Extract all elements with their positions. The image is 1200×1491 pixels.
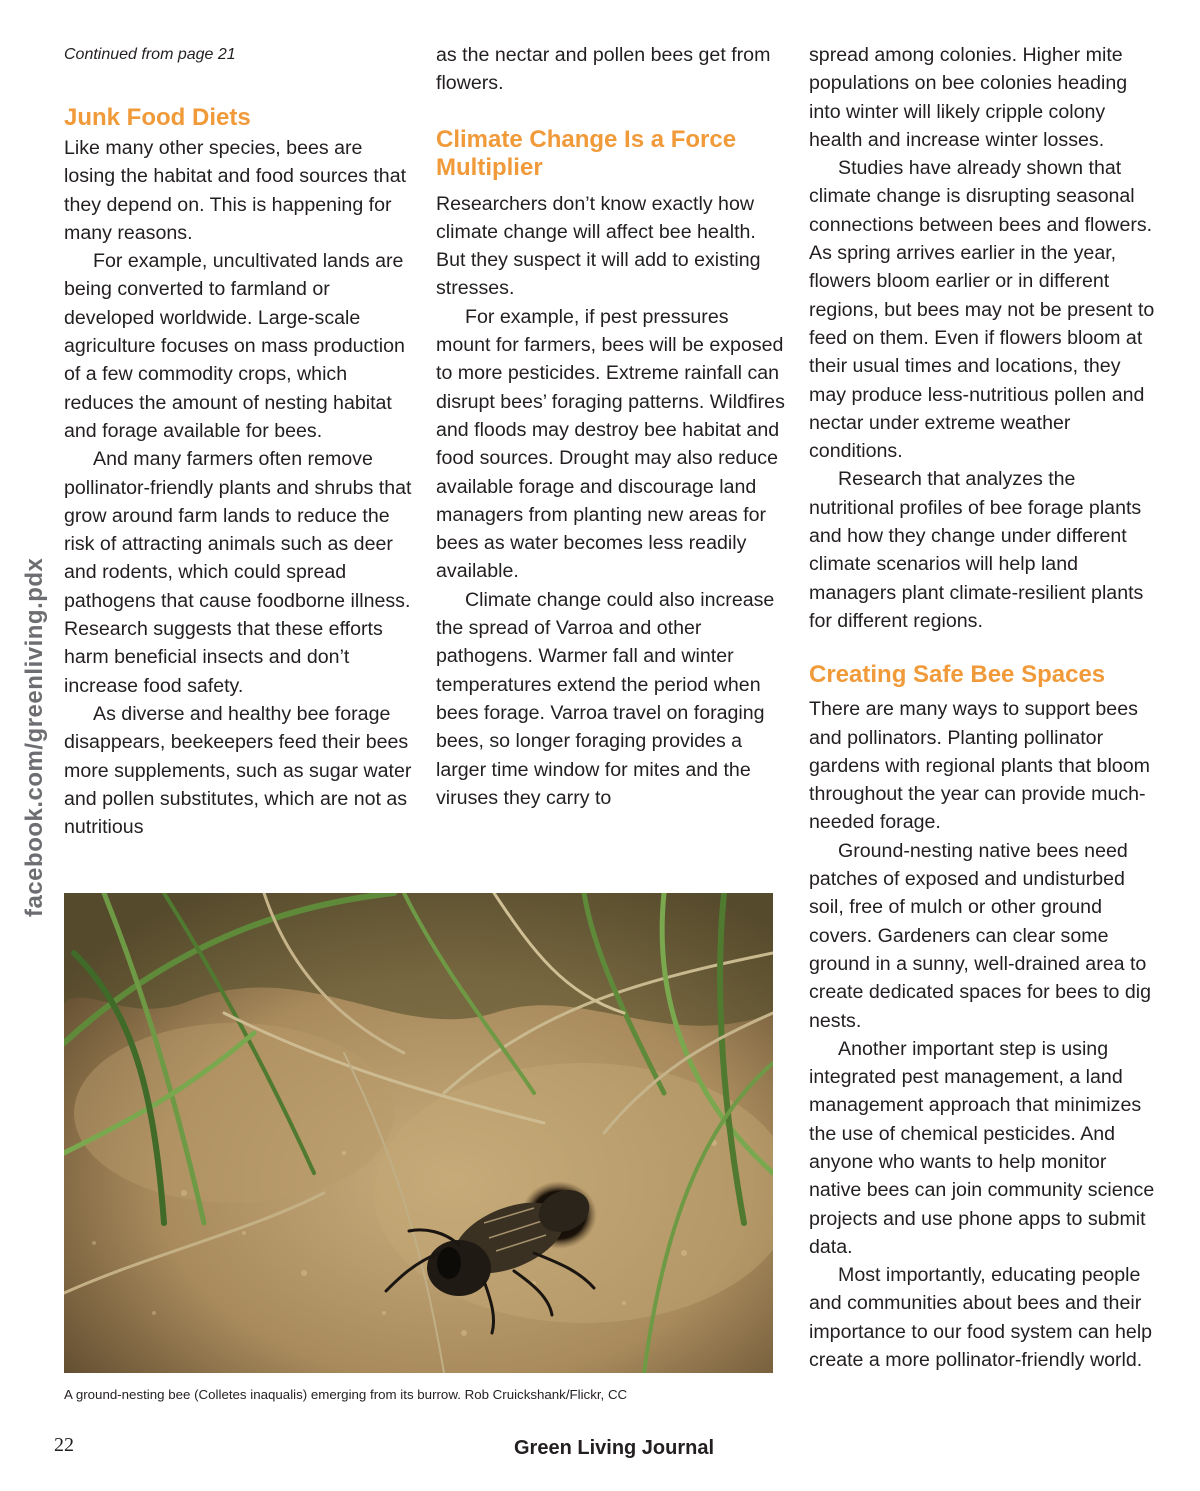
paragraph: Studies have already shown that climate change is disrupting seasonal connections between bees and flowers. As spring arrives earlier in the year, flowers bloom earlier or in different regions, but bees may not be present to feed on them. Even if flowers bloom at their usual times and locations, they may produce less-nutritious pollen and nectar under extreme weather conditions. [809,157,1155,463]
paragraph: And many farmers often remove pollinator-friendly plants and shrubs that grow around farm lands to reduce the risk of attracting animals such as deer and rodents, which could spread pathogens that cause foodborne illness. Research suggests that these efforts harm beneficial insects and don’t increase food safety. [64,448,412,697]
paragraph: Researchers don’t know exactly how climate change will affect bee health. But they suspect it will add to existing stresses. [436,192,761,300]
column-1 [64,41,414,841]
photo-caption: A ground-nesting bee (Colletes inaqualis) emerging from its burrow. Rob Cruickshank/Flickr, CC [64,1387,628,1402]
journal-name: Green Living Journal [514,1437,715,1459]
side-label: facebook.com/greenliving.pdx [21,557,48,917]
column-2 [436,41,786,812]
paragraph: Research that analyzes the nutritional profiles of bee forage plants and how they change under different climate scenarios will help land managers plant climate-resilient plants for different regions. [809,468,1144,632]
column-3 [809,41,1161,1374]
bee-photo-illustration [64,893,773,1373]
heading-climate-change: Climate Change Is a Force Multiplier [436,125,737,181]
page-number: 22 [54,1434,74,1456]
heading-safe-bee-spaces: Creating Safe Bee Spaces [809,661,1106,689]
paragraph: as the nectar and pollen bees get from flowers. [436,44,771,95]
paragraph: Another important step is using integrated pest management, a land management approach that minimizes the use of chemical pesticides. And anyone who wants to help monitor native bees can join community science projects and use phone apps to submit data. [809,1037,1155,1258]
paragraph: spread among colonies. Higher mite populations on bee colonies heading into winter will likely cripple colony health and increase winter losses. [809,44,1128,151]
bee-photo [64,893,773,1373]
paragraph: For example, uncultivated lands are being converted to farmland or developed worldwide. Large-scale agriculture focuses on mass production of a few commodity crops, which reduces the amount of nesting habitat and forage available for bees. [64,250,405,442]
continued-note: Continued from page 21 [64,46,236,63]
paragraph: Climate change could also increase the spread of Varroa and other pathogens. Warmer fall and winter temperatures extend the period when bees forage. Varroa travel on foraging bees, so longer foraging provides a larger time window for mites and the viruses they carry to [436,588,775,809]
paragraph: There are many ways to support bees and pollinators. Planting pollinator gardens with regional plants that bloom throughout the year can provide much-needed forage. [809,698,1150,834]
paragraph: Ground-nesting native bees need patches of exposed and undisturbed soil, free of mulch or other ground covers. Gardeners can clear some ground in a sunny, well-drained area to create dedicated spaces for bees to dig nests. [809,839,1152,1032]
paragraph: For example, if pest pressures mount for farmers, bees will be exposed to more pesticides. Extreme rainfall can disrupt bees’ foraging patterns. Wildfires and floods may destroy bee habitat and food sources. Drought may also reduce available forage and discourage land managers from planting new areas for bees as water becomes less readily available. [436,305,785,583]
heading-junk-food-diets: Junk Food Diets [64,104,251,131]
paragraph: As diverse and healthy bee forage disappears, beekeepers feed their bees more supplements, such as sugar water and pollen substitutes, which are not as nutritious [64,702,412,839]
paragraph: Most importantly, educating people and communities about bees and their importance to our food system can help create a more pollinator-friendly world. [809,1264,1153,1372]
paragraph: Like many other species, bees are losing the habitat and food sources that they depend on. This is happening for many reasons. [64,137,407,244]
